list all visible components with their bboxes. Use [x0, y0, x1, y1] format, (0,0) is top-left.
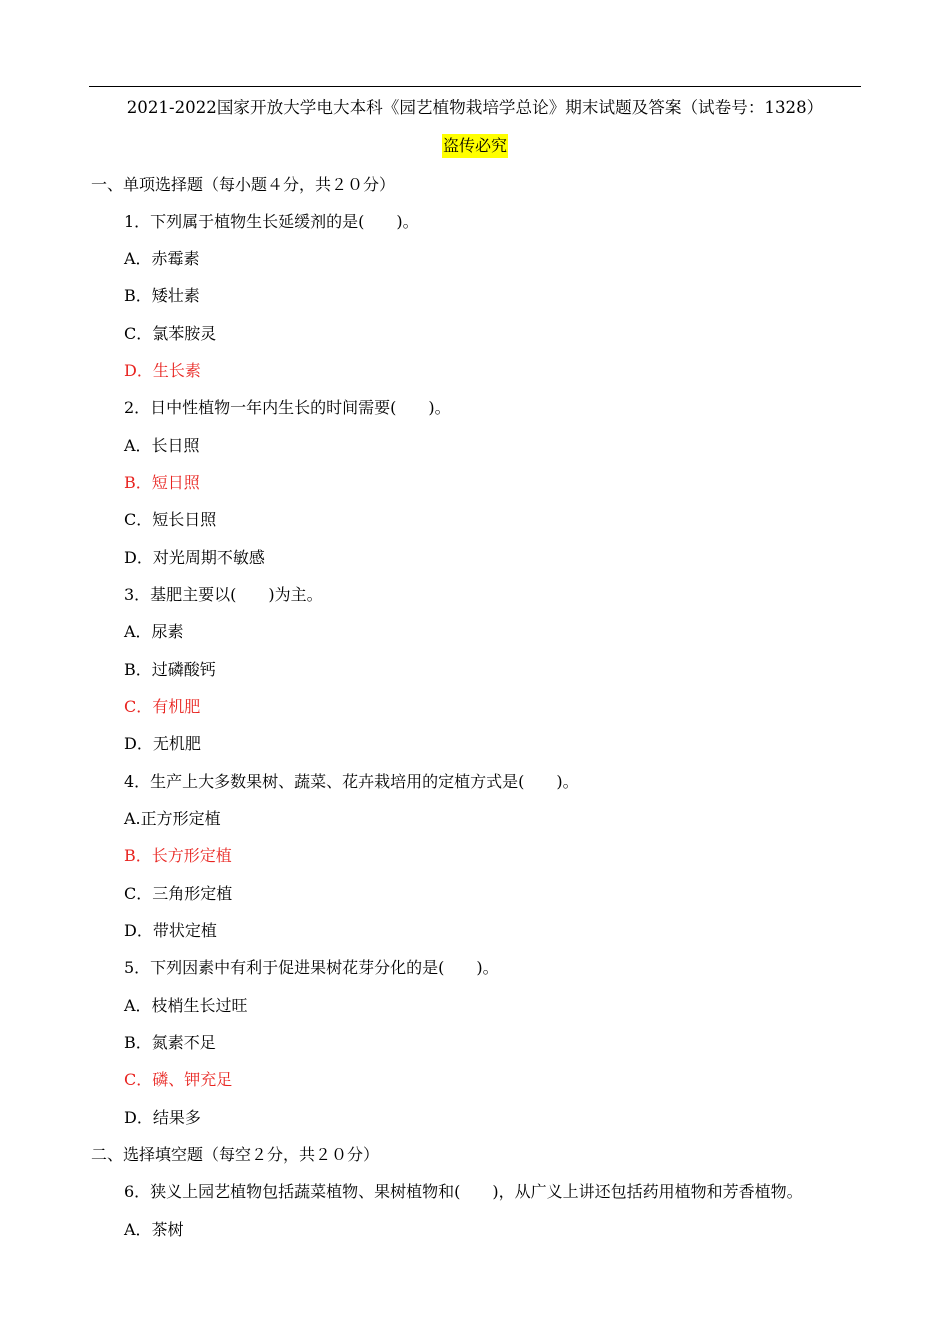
q6-option-a: A．茶树 — [124, 1220, 184, 1239]
q4-option-d: D．带状定植 — [124, 921, 217, 940]
q1-option-d-answer: D．生长素 — [124, 361, 201, 380]
q3-stem: 3．基肥主要以( )为主。 — [124, 585, 323, 604]
q1-option-c: C．氯苯胺灵 — [124, 324, 217, 343]
q5-option-a: A．枝梢生长过旺 — [124, 996, 248, 1015]
q1-stem: 1．下列属于植物生长延缓剂的是( )。 — [124, 212, 419, 231]
q2-option-a: A．长日照 — [124, 436, 200, 455]
section2-heading: 二、选择填空题（每空２分，共２０分） — [91, 1145, 380, 1164]
q4-option-b-answer: B．长方形定植 — [124, 846, 232, 865]
q4-option-a: A.正方形定植 — [124, 809, 221, 828]
q2-option-d: D．对光周期不敏感 — [124, 548, 265, 567]
q5-stem: 5．下列因素中有利于促进果树花芽分化的是( )。 — [124, 958, 499, 977]
q2-option-c: C．短长日照 — [124, 510, 217, 529]
watermark-note: 盗传必究 — [442, 134, 508, 158]
q5-option-d: D．结果多 — [124, 1108, 201, 1127]
q3-option-b: B．过磷酸钙 — [124, 660, 216, 679]
q4-option-c: C．三角形定植 — [124, 884, 233, 903]
document-title: 2021-2022国家开放大学电大本科《园艺植物栽培学总论》期末试题及答案（试卷号：1328） — [126, 98, 824, 117]
q2-option-b-answer: B．短日照 — [124, 473, 200, 492]
q3-option-c-answer: C．有机肥 — [124, 697, 201, 716]
q6-stem: 6．狭义上园艺植物包括蔬菜植物、果树植物和( )，从广义上讲还包括药用植物和芳香植物。 — [124, 1182, 803, 1201]
watermark-note-wrapper — [0, 134, 950, 158]
q2-stem: 2．日中性植物一年内生长的时间需要( )。 — [124, 398, 451, 417]
q1-option-a: A．赤霉素 — [124, 249, 200, 268]
q5-option-c-answer: C．磷、钾充足 — [124, 1070, 233, 1089]
q3-option-d: D．无机肥 — [124, 734, 201, 753]
q3-option-a: A．尿素 — [124, 622, 184, 641]
q4-stem: 4．生产上大多数果树、蔬菜、花卉栽培用的定植方式是( )。 — [124, 772, 579, 791]
section1-heading: 一、单项选择题（每小题４分，共２０分） — [91, 175, 396, 194]
q1-option-b: B．矮壮素 — [124, 286, 200, 305]
top-rule — [89, 86, 861, 87]
q5-option-b: B．氮素不足 — [124, 1033, 216, 1052]
